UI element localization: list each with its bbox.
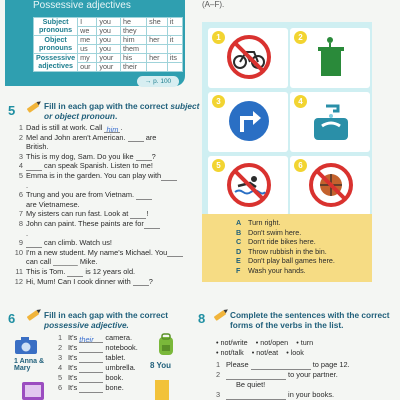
answer-gap [136,153,152,161]
item-number: 6 [58,383,63,392]
item-text [26,190,198,200]
item-number: 10 [14,247,23,257]
no-ball-games-icon [308,162,354,208]
answer-gap: him [104,125,120,133]
pronoun-cell: him [120,36,146,45]
pronoun-cell: you [97,36,121,45]
sign-tile [290,156,370,216]
item-continuation: . [26,228,29,238]
item-number: 1 [58,333,63,342]
sign-tile [208,28,288,88]
pronoun-cell: our [78,63,97,72]
item-text [68,353,125,363]
pronoun-cell: you [97,18,121,27]
sign-number: 3 [212,95,225,108]
answer-letter: C [236,237,242,247]
answer-letter: D [236,246,242,256]
item-text [26,161,198,171]
pronoun-cell: her [147,54,168,63]
item-continuation: Be quiet! [236,380,266,389]
exercise-6-list [58,333,138,393]
item-text-end: is 12 years old. [83,266,136,276]
answer-option [236,228,372,238]
item-text-start: It's [68,343,80,352]
answer-gap [26,240,42,248]
item-text-start: John can paint. These paints are for [26,218,144,228]
pronoun-row-head: Subject pronouns [34,18,78,36]
item-text-end: can speak Spanish. Listen to me! [42,161,153,171]
exercise-item [12,171,198,181]
sign-number: 2 [294,31,307,44]
verb-option: • not/open [255,338,289,347]
exercise-item [58,343,138,353]
exercise-item [58,333,138,343]
exercise-8-list [216,360,386,400]
answer-text: Don't play ball games here. [248,256,335,266]
item-continuation: are Vietnamese. [26,199,80,209]
item-number: 1 [18,123,23,132]
exercise-6-number: 6 [8,311,16,326]
pronoun-cell: me [78,36,97,45]
exercise-5-list [12,123,198,286]
answer-gap: their [79,335,103,343]
answer-letter: F [236,265,241,275]
item-number: 5 [58,373,63,382]
pronoun-cell: its [167,54,182,63]
answer-text: Wash your hands. [248,265,306,275]
pronoun-table [33,17,183,72]
answer-option [236,256,372,266]
pronoun-cell: she [147,18,168,27]
answer-letter: A [236,218,242,227]
person-label: 1 Anna & Mary [14,358,45,372]
answer-gap [226,372,286,380]
exercise-item [58,353,138,363]
pronoun-cell: they [120,27,146,36]
verb-option: • not/eat [251,348,279,357]
pronoun-cell: your [97,63,121,72]
answer-text: Turn right. [248,218,281,227]
item-number: 2 [58,343,63,352]
item-text-start: Dad is still at work. Call [26,123,105,132]
pencil-icon [214,310,227,321]
item-number: 8 [18,218,23,228]
answer-text: Don't ride bikes here. [248,237,316,247]
pronoun-cell: you [97,27,121,36]
item-continuation: British. [26,142,49,152]
signs-panel [202,22,372,214]
sign-tile [208,156,288,216]
item-number: 3 [18,151,23,161]
exercise-item [216,390,386,400]
exercise-item [12,219,198,229]
item-text [26,219,198,229]
verb-option: • turn [296,338,314,347]
item-number: 12 [14,276,23,286]
item-number: 4 [58,363,63,372]
item-text [26,123,198,133]
pronoun-cell: my [78,54,97,63]
item-text [226,360,350,370]
pronoun-cell: her [147,36,168,45]
answer-gap [67,269,83,277]
answer-gap [79,365,103,373]
item-text [226,390,334,400]
item-text-start: My sisters can run fast. Look at [26,209,131,219]
no-bikes-icon [226,34,272,80]
item-continuation: can call ______ Mike. [26,257,98,267]
wash-hands-icon [308,98,354,144]
person-label: 8 You [150,361,172,370]
item-text-end: can climb. Watch us! [42,238,112,248]
exercise-7-intro: (A–F). [202,0,225,9]
answer-option [236,266,372,276]
sign-number: 4 [294,95,307,108]
exercise-item [58,383,138,393]
item-text-start: It's [68,383,80,392]
pronoun-cell: I [78,18,97,27]
item-text-end: ? [151,151,156,161]
exercise-8-number: 8 [198,311,206,326]
item-text-end: camera. [103,333,133,342]
verb-option: • not/talk [216,348,244,357]
item-text-end: notebook. [103,343,138,352]
sign-number: 1 [212,31,225,44]
answer-gap [79,375,103,383]
sign-number: 6 [294,159,307,172]
answer-gap [26,163,42,171]
exercise-item [216,370,386,380]
item-number: 2 [216,370,221,379]
item-text-start: I'm a new student. My name's Michael. You [26,247,168,257]
item-text-start: It's [68,363,80,372]
item-text [26,238,198,248]
answer-letter: E [236,256,241,266]
verb-option: • not/write [216,338,248,347]
exercise-item [58,363,138,373]
pronoun-cell: we [78,27,97,36]
item-number: 9 [18,238,23,248]
answer-gap [161,173,177,181]
sign-tile [290,28,370,88]
pronoun-cell [147,63,168,72]
item-text [26,267,198,277]
exercise-item [12,190,198,200]
rubbish-bin-icon [308,34,354,80]
item-text-start: Emma is in the garden. You can play with [26,170,162,180]
grammar-title: Possessive adjectives [33,0,131,11]
exercise-item [12,133,198,143]
answer-gap [136,192,152,200]
pronoun-row-head: Object pronouns [34,36,78,54]
item-text-start: Please [226,360,251,369]
exercise-item [12,152,198,162]
pronoun-cell [167,63,182,72]
answer-gap [79,345,103,353]
item-text-end: ! [146,209,149,219]
item-text [26,277,198,287]
pronoun-cell: it [167,18,182,27]
item-text-start: This is Tom. [26,266,68,276]
item-text-start: It's [68,373,80,382]
item-text-start: This is my dog, Sam. Do you like [26,151,136,161]
backpack-icon [156,333,176,357]
pronoun-cell: them [120,45,146,54]
item-number: 11 [15,266,23,276]
item-number: 1 [216,360,221,369]
item-text [68,363,136,373]
item-text-start: Mel and John aren't American. [26,132,128,142]
item-number: 5 [18,170,23,180]
answer-letter: B [236,227,242,237]
item-text-start: It's [68,353,80,362]
pronoun-row-head: Possessive adjectives [34,54,78,72]
notebook-icon [152,378,172,400]
exercise-item [216,360,386,370]
tablet-icon [20,380,46,400]
answer-text: Throw rubbish in the bin. [248,246,327,256]
turn-right-icon [226,98,272,144]
item-text [26,152,198,162]
exercise-item [12,238,198,248]
item-text-start: Hi, Mum! Can I cook dinner with [26,276,133,286]
item-text [26,209,198,219]
exercise-item [12,161,198,171]
answer-gap [133,278,149,286]
item-text [226,370,338,380]
verb-list [216,338,313,358]
item-text-end: book. [103,373,124,382]
answer-options [202,214,372,282]
answer-option [236,218,372,228]
item-number: 2 [18,132,23,142]
exercise-item [12,277,198,287]
item-text [26,133,198,143]
item-continuation: . [26,180,29,190]
item-text-end: umbrella. [103,363,136,372]
page-reference: → p. 100 [137,76,179,87]
item-text-end: . [120,123,123,132]
answer-gap [226,392,286,400]
item-text-end: to page 12. [310,360,350,369]
sign-tile [208,92,288,152]
grammar-box [5,0,185,86]
exercise-6-instruction: Fill in each gap with the correct possessive adjective. [44,310,169,330]
verb-option: • look [286,348,304,357]
exercise-item [12,267,198,277]
pronoun-cell: their [120,63,146,72]
pencil-icon [27,310,40,321]
pronoun-cell: us [78,45,97,54]
answer-text: Don't swim here. [248,227,302,237]
exercise-item [58,373,138,383]
item-text [68,373,123,383]
answer-gap [130,209,149,219]
answer-gap [79,355,103,363]
sign-number: 5 [212,159,225,172]
answer-gap [167,249,183,257]
item-number: 6 [18,190,23,200]
answer-option [236,247,372,257]
exercise-item [12,248,198,258]
camera-icon [14,335,38,355]
no-swimming-icon [226,162,272,208]
pronoun-cell: your [97,54,121,63]
item-text [68,333,132,343]
item-text-end: bone. [103,383,124,392]
item-text-end: to your partner. [286,370,338,379]
exercise-item [12,123,198,133]
exercise-5-number: 5 [8,103,16,118]
item-text [68,343,138,353]
item-text-end: ? [148,276,153,286]
pronoun-cell: it [167,36,182,45]
item-text-start: It's [68,333,80,342]
pronoun-cell: his [120,54,146,63]
item-number: 7 [18,209,23,219]
item-number: 4 [18,161,23,171]
answer-gap [251,362,311,370]
item-text [26,171,198,181]
exercise-5-instruction: Fill in each gap with the correct subject or object pronoun. [44,101,200,121]
item-text [26,248,198,258]
sign-tile [290,92,370,152]
item-text-start: Trung and you are from Vietnam. [26,190,137,200]
item-text-end: in your books. [286,390,335,399]
pronoun-cell: you [97,45,121,54]
exercise-item [12,209,198,219]
item-text-end: tablet. [103,353,126,362]
pencil-icon [27,102,40,113]
item-number: 3 [216,390,221,399]
answer-gap [128,134,144,142]
exercise-8-instruction: Complete the sentences with the correct forms of the verbs in the list. [230,310,390,330]
answer-gap [79,385,103,393]
item-text-end: are [143,132,157,142]
answer-gap [144,221,160,229]
answer-option [236,237,372,247]
item-number: 3 [58,353,63,362]
pronoun-cell: he [120,18,146,27]
item-text [68,383,124,393]
